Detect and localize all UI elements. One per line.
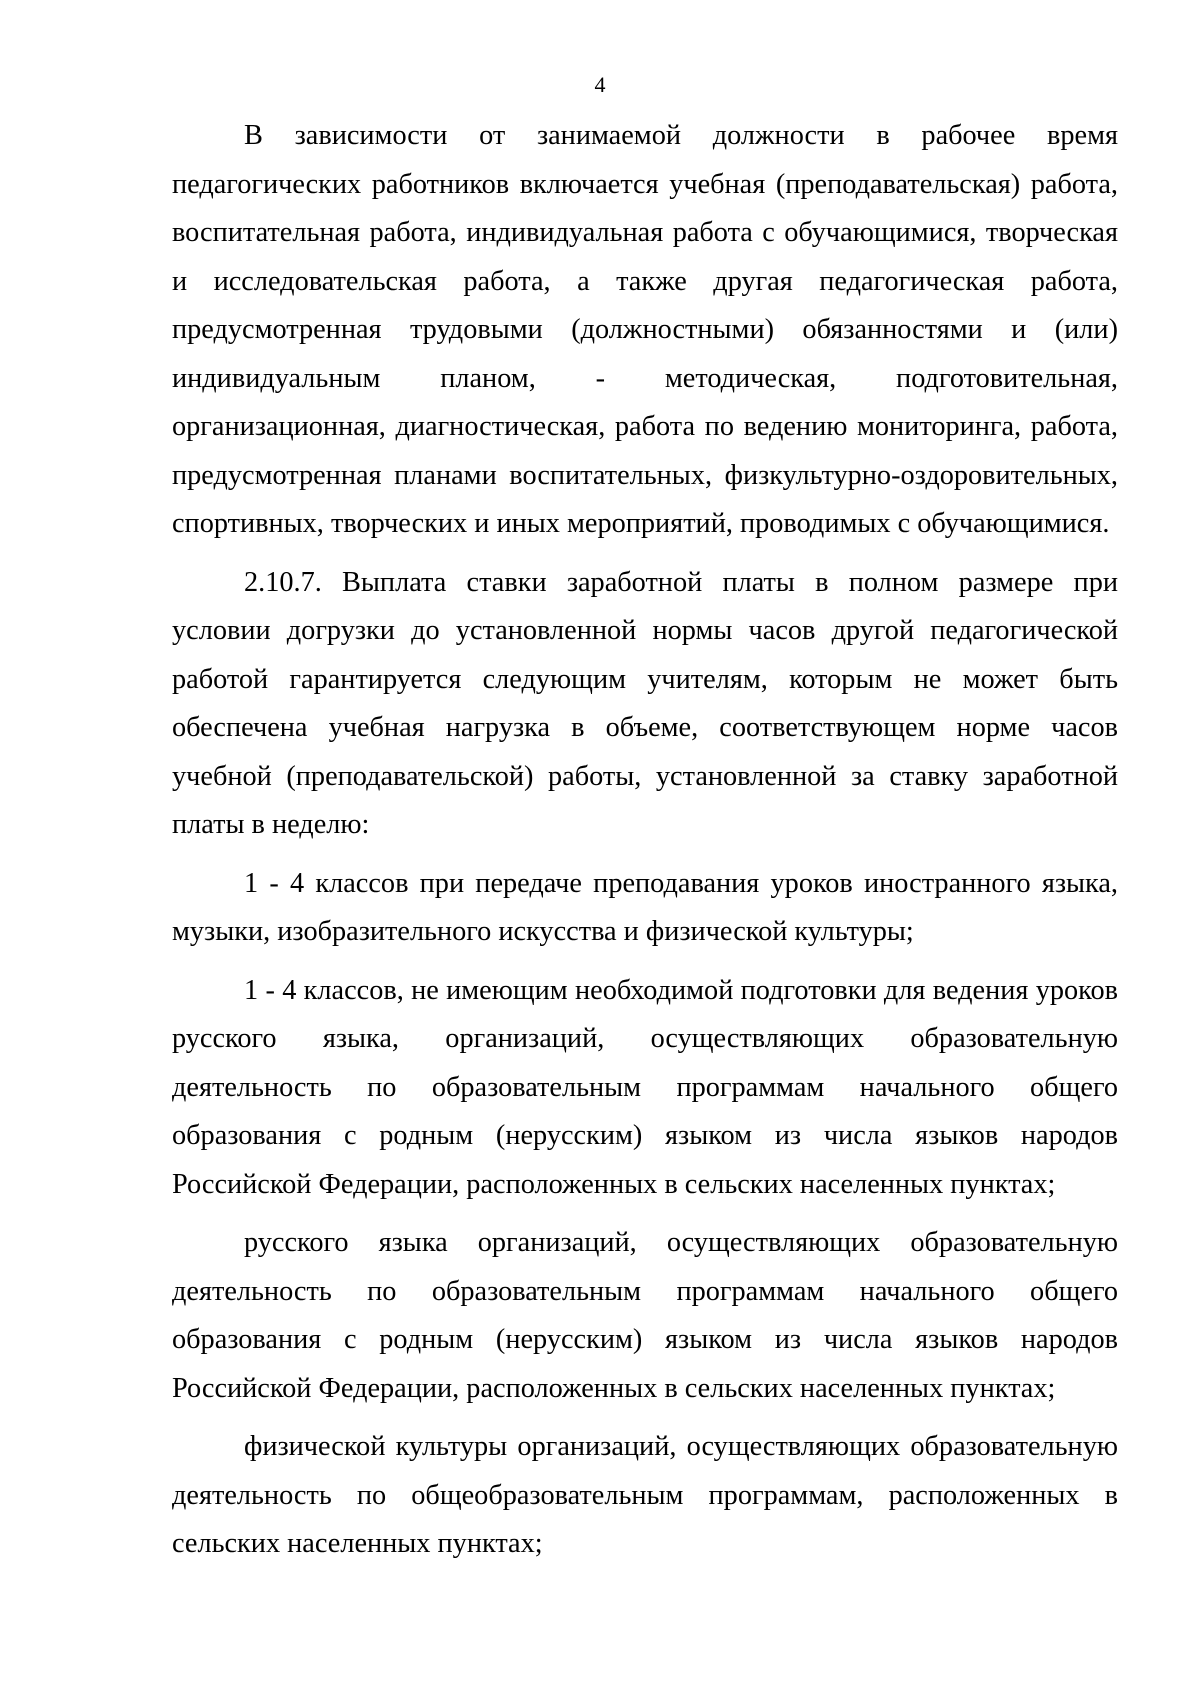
paragraph-grades-1-4-foreign-language: 1 - 4 классов при передаче преподавания уроков иностранного языка, музыки, изобразительного искусства и физической культуры; bbox=[172, 867, 1118, 947]
paragraph-physical-culture: физической культуры организаций, осуществляющих образовательную деятельность по общеобразовательным программам, расположенных в сельских населенных пунктах; bbox=[172, 1431, 1118, 1559]
page-number: 4 bbox=[594, 72, 606, 97]
paragraph-2-10-7: 2.10.7. Выплата ставки заработной платы в полном размере при условии догрузки до установленной нормы часов другой педагогической работой гарантируется следующим учителям, которым не может быть обеспечена учебная нагрузка в объеме, соответствующем норме часов учебной (преподавательской) работы, установленной за ставку заработной платы в неделю: bbox=[172, 566, 1118, 840]
paragraph-grades-1-4-russian: 1 - 4 классов, не имеющим необходимой подготовки для ведения уроков русского языка, организаций, осуществляющих образовательную деятельность по образовательным программам начального общего образования с родным (нерусским) языком из числа языков народов Российской Федерации, расположенных в сельских населенных пунктах; bbox=[172, 974, 1118, 1200]
document-body bbox=[172, 112, 1118, 1569]
paragraph-russian-language: русского языка организаций, осуществляющих образовательную деятельность по образовательным программам начального общего образования с родным (нерусским) языком из числа языков народов Российской Федерации, расположенных в сельских населенных пунктах; bbox=[172, 1227, 1118, 1404]
paragraph-working-time: В зависимости от занимаемой должности в рабочее время педагогических работников включается учебная (преподавательская) работа, воспитательная работа, индивидуальная работа с обучающимися, творческая и исследовательская работа, а также другая педагогическая работа, предусмотренная трудовыми (должностными) обязанностями и (или) индивидуальным планом, - методическая, подготовительная, организационная, диагностическая, работа по ведению мониторинга, работа, предусмотренная планами воспитательных, физкультурно-оздоровительных, спортивных, творческих и иных мероприятий, проводимых с обучающимися. bbox=[172, 120, 1118, 539]
